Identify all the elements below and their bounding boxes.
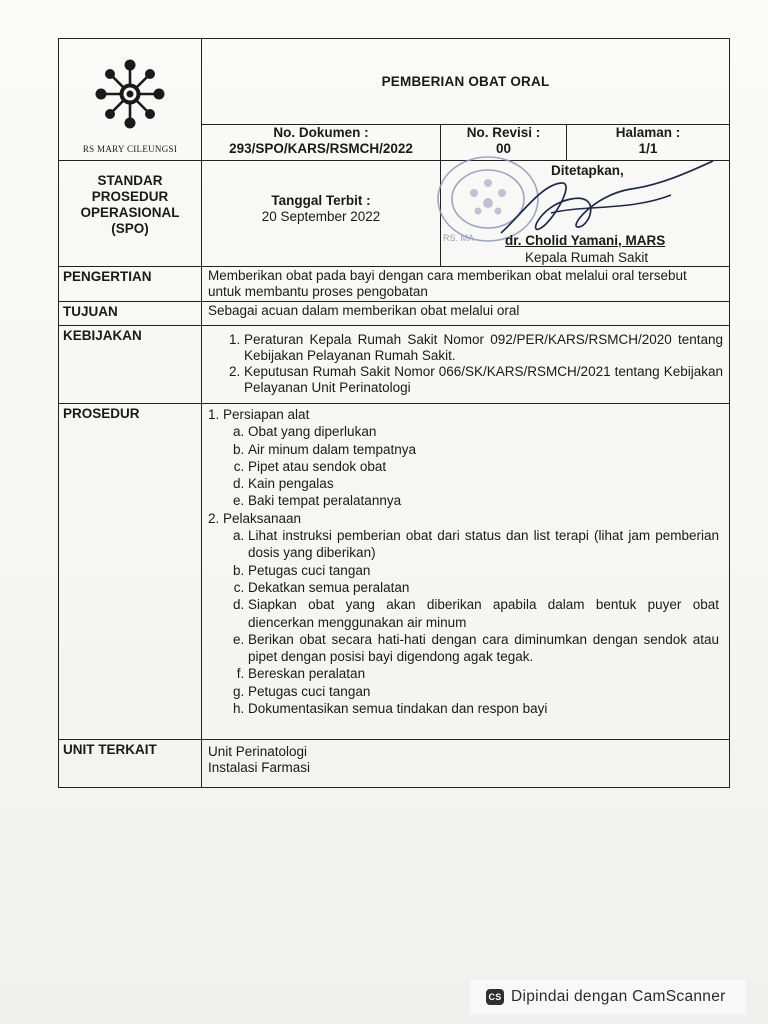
no-dokumen-value: 293/SPO/KARS/RSMCH/2022 bbox=[229, 141, 413, 156]
tanggal-cell bbox=[202, 161, 441, 267]
approval-cell bbox=[441, 161, 730, 267]
spo-line-3: OPERASIONAL bbox=[80, 205, 180, 220]
spo-line-1: STANDAR bbox=[97, 173, 163, 188]
persiapan-title: 1. Persiapan alat bbox=[208, 407, 310, 422]
pelaksanaan-item: c. Dekatkan semua peralatan bbox=[248, 579, 723, 596]
document-title: PEMBERIAN OBAT ORAL bbox=[202, 39, 730, 125]
halaman-label: Halaman : bbox=[615, 125, 681, 140]
pengertian-label: PENGERTIAN bbox=[59, 267, 202, 302]
no-revisi-label: No. Revisi : bbox=[466, 125, 541, 140]
unit-terkait-line: Instalasi Farmasi bbox=[208, 760, 311, 775]
unit-terkait-line: Unit Perinatologi bbox=[208, 744, 308, 759]
kebijakan-label: KEBIJAKAN bbox=[59, 326, 202, 404]
pelaksanaan-item: b. Petugas cuci tangan bbox=[248, 562, 723, 579]
tujuan-text: Sebagai acuan dalam memberikan obat melalui oral bbox=[202, 302, 730, 326]
pelaksanaan-item: d. Siapkan obat yang akan diberikan apabila dalam bentuk puyer obat diencerkan menggunakan air minum bbox=[248, 596, 723, 631]
svg-text:RS. MA: RS. MA bbox=[443, 233, 475, 243]
spo-document-table bbox=[58, 38, 730, 788]
spo-line-4: (SPO) bbox=[111, 221, 149, 236]
persiapan-item: d. Kain pengalas bbox=[248, 475, 723, 492]
persiapan-item: a. Obat yang diperlukan bbox=[248, 423, 723, 440]
approver-position: Kepala Rumah Sakit bbox=[525, 250, 649, 265]
kebijakan-content bbox=[202, 326, 730, 404]
persiapan-item: c. Pipet atau sendok obat bbox=[248, 458, 723, 475]
no-dokumen-cell bbox=[202, 125, 441, 161]
pelaksanaan-item: e. Berikan obat secara hati-hati dengan cara diminumkan dengan sendok atau pipet dengan posisi bayi digendong agak tegak. bbox=[248, 631, 723, 666]
pelaksanaan-item: f. Bereskan peralatan bbox=[248, 665, 723, 682]
hospital-logo-icon bbox=[90, 55, 170, 133]
persiapan-item: b. Air minum dalam tempatnya bbox=[248, 441, 723, 458]
kebijakan-list bbox=[208, 332, 723, 396]
tujuan-label: TUJUAN bbox=[59, 302, 202, 326]
logo-cell bbox=[59, 39, 202, 161]
persiapan-list bbox=[208, 423, 723, 509]
pelaksanaan-list bbox=[208, 527, 723, 717]
prosedur-content bbox=[202, 404, 730, 740]
tanggal-value: 20 September 2022 bbox=[261, 209, 381, 224]
prosedur-label: PROSEDUR bbox=[59, 404, 202, 740]
ditetapkan-text: Ditetapkan, bbox=[551, 163, 624, 178]
pelaksanaan-item: h. Dokumentasikan semua tindakan dan respon bayi bbox=[248, 700, 723, 717]
no-dokumen-label: No. Dokumen : bbox=[273, 125, 369, 140]
camscanner-watermark bbox=[470, 980, 746, 1014]
spo-label-cell bbox=[59, 161, 202, 267]
unit-terkait-label: UNIT TERKAIT bbox=[59, 740, 202, 788]
tanggal-label: Tanggal Terbit : bbox=[271, 193, 371, 208]
kebijakan-item: 2. Keputusan Rumah Sakit Nomor 066/SK/KARS/RSMCH/2021 tentang Kebijakan Pelayanan Unit Perinatologi bbox=[244, 364, 723, 396]
pelaksanaan-title: 2. Pelaksanaan bbox=[208, 510, 302, 526]
pelaksanaan-item: a. Lihat instruksi pemberian obat dari status dan list terapi (lihat jam pemberian dosis yang diberikan) bbox=[248, 527, 723, 562]
approval-area bbox=[441, 161, 729, 265]
pengertian-text: Memberikan obat pada bayi dengan cara memberikan obat melalui oral tersebut untuk membantu proses pengobatan bbox=[202, 267, 730, 302]
persiapan-item: e. Baki tempat peralatannya bbox=[248, 492, 723, 509]
halaman-value: 1/1 bbox=[638, 141, 658, 156]
pelaksanaan-item: g. Petugas cuci tangan bbox=[248, 683, 723, 700]
hospital-name: RS MARY CILEUNGSI bbox=[82, 144, 178, 154]
unit-terkait-content bbox=[202, 740, 730, 788]
kebijakan-item: 1. Peraturan Kepala Rumah Sakit Nomor 092/PER/KARS/RSMCH/2020 tentang Kebijakan Pelayanan Rumah Sakit. bbox=[244, 332, 723, 364]
spo-line-2: PROSEDUR bbox=[91, 189, 169, 204]
camscanner-text: Dipindai dengan CamScanner bbox=[511, 988, 726, 1005]
no-revisi-value: 00 bbox=[495, 141, 512, 156]
camscanner-badge-icon: CS bbox=[486, 989, 504, 1005]
approver-name: dr. Cholid Yamani, MARS bbox=[505, 233, 666, 248]
